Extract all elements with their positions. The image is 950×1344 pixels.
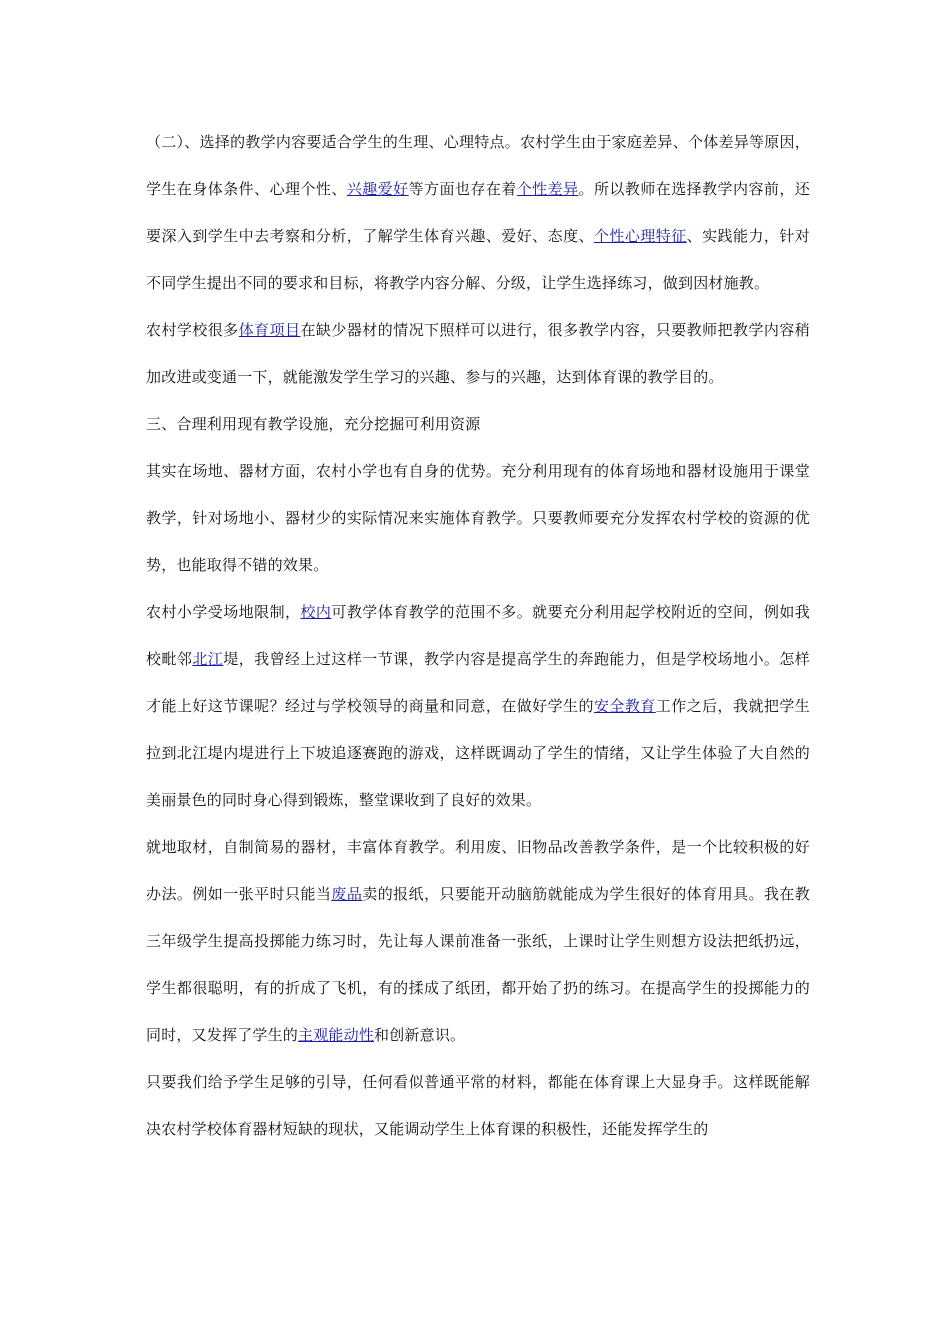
document-body — [146, 119, 810, 1153]
text-segment: 其实在场地、器材方面，农村小学也有自身的优势。充分利用现有的体育场地和器材设施用于课堂教学，针对场地小、器材少的实际情况来实施体育教学。只要教师要充分发挥农村学校的资源的优势，也能取得不错的效果。 — [146, 462, 810, 574]
text-segment: 就地取材，自制简易的器材，丰富体育教学。利用废、旧物品改善教学条件，是一个比较积极的好办法。例如一张平时只能当 — [146, 838, 810, 903]
section-heading-resources — [146, 401, 810, 448]
text-segment: 在缺少器材的情况下照样可以进行，很多教学内容，只要教师把教学内容稍加改进或变通一下，就能激发学生学习的兴趣、参与的兴趣，达到体育课的教学目的。 — [146, 321, 810, 386]
paragraph-teaching-content — [146, 119, 810, 307]
paragraph-sports-projects — [146, 307, 810, 401]
text-segment: 卖的报纸，只要能开动脑筋就能成为学生很好的体育用具。我在教三年级学生提高投掷能力练习时，先让每人课前准备一张纸，上课时让学生则想方设法把纸扔远，学生都很聪明，有的折成了飞机，有的揉成了纸团，都开始了扔的练习。在提高学生的投掷能力的同时，又发挥了学生的 — [146, 885, 811, 1044]
link-beijiang[interactable]: 北江 — [192, 650, 224, 668]
paragraph-guidance — [146, 1059, 810, 1153]
text-segment: （二）、选择的教学内容要适合学生的生理、心理特点。农村学生由于家庭差异、个体差异等原因，学生在身体条件、心理个性、 — [146, 133, 810, 198]
paragraph-venue-advantage — [146, 448, 810, 589]
text-segment: 农村小学受场地限制， — [146, 603, 301, 621]
heading-text: 三、合理利用现有教学设施，充分挖掘可利用资源 — [146, 415, 481, 433]
paragraph-homemade-equipment — [146, 824, 810, 1059]
text-segment: 、实践能力，针对不同学生提出不同的要求和目标，将教学内容分解、分级，让学生选择练习，做到因材施教。 — [146, 227, 810, 292]
link-individual-difference[interactable]: 个性差异 — [516, 180, 579, 198]
link-personality-traits[interactable]: 个性心理特征 — [593, 227, 687, 245]
link-waste[interactable]: 废品 — [331, 885, 363, 903]
text-segment: 工作之后，我就把学生拉到北江堤内堤进行上下坡追逐赛跑的游戏，这样既调动了学生的情绪，又让学生体验了大自然的美丽景色的同时身心得到锻炼，整堂课收到了良好的效果。 — [146, 697, 810, 809]
text-segment: 。所以教师在选择教学内容前，还要深入到学生中去考察和分析，了解学生体育兴趣、爱好、态度、 — [146, 180, 810, 245]
paragraph-beijiang-lesson — [146, 589, 810, 824]
text-segment: 农村学校很多 — [146, 321, 239, 339]
text-segment: 可教学体育教学的范围不多。就要充分利用起学校附近的空间，例如我校毗邻 — [146, 603, 810, 668]
text-segment: 只要我们给予学生足够的引导，任何看似普通平常的材料，都能在体育课上大显身手。这样既能解决农村学校体育器材短缺的现状，又能调动学生上体育课的积极性，还能发挥学生的 — [146, 1073, 810, 1138]
text-segment: 等方面也存在着 — [408, 180, 517, 198]
link-sports-projects[interactable]: 体育项目 — [238, 321, 301, 339]
link-interest-hobby[interactable]: 兴趣爱好 — [346, 180, 409, 198]
text-segment: 和创新意识。 — [374, 1026, 466, 1044]
link-initiative[interactable]: 主观能动性 — [298, 1026, 375, 1044]
text-segment: 堤，我曾经上过这样一节课，教学内容是提高学生的奔跑能力，但是学校场地小。怎样才能上好这节课呢？经过与学校领导的商量和同意，在做好学生的 — [146, 650, 810, 715]
link-safety-education[interactable]: 安全教育 — [593, 697, 656, 715]
link-campus[interactable]: 校内 — [300, 603, 332, 621]
